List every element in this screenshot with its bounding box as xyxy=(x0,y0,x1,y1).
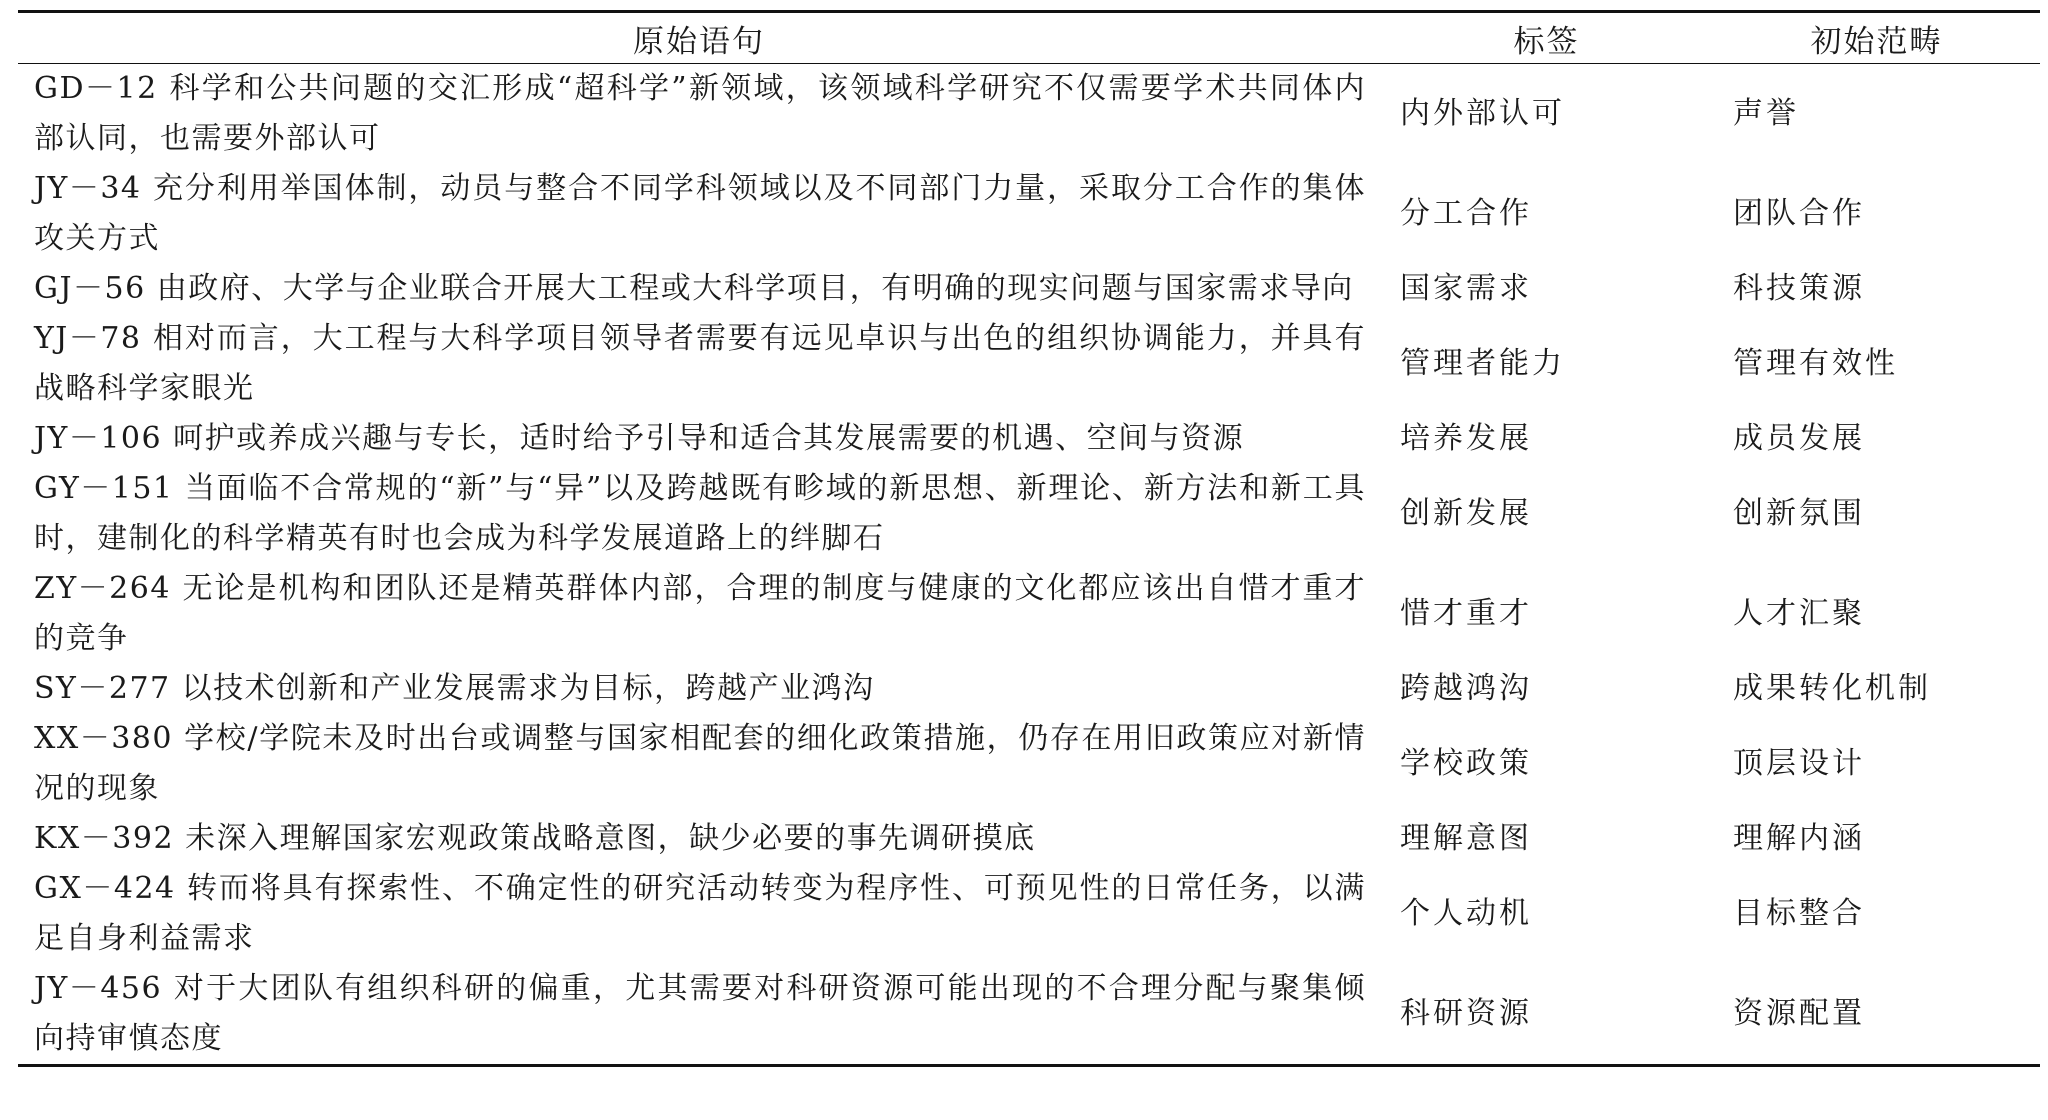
table-row xyxy=(18,414,2040,464)
header-initial-category: 初始范畴 xyxy=(1810,23,1943,60)
label-cell: 培养发展 xyxy=(1400,421,1532,456)
original-sentence-cell: JY－456 对于大团队有组织科研的偏重，尤其需要对科研资源可能出现的不合理分配与聚集倾向持审慎态度 xyxy=(34,971,1366,1056)
table-row xyxy=(18,864,2040,964)
category-cell: 科技策源 xyxy=(1733,271,1865,306)
table-row xyxy=(18,714,2040,814)
table-row xyxy=(18,164,2040,264)
label-cell: 内外部认可 xyxy=(1400,96,1565,131)
label-cell: 跨越鸿沟 xyxy=(1400,671,1532,706)
category-cell: 成员发展 xyxy=(1733,421,1865,456)
original-sentence-cell: GX－424 转而将具有探索性、不确定性的研究活动转变为程序性、可预见性的日常任务，以满足自身利益需求 xyxy=(34,871,1366,956)
table-row xyxy=(18,264,2040,314)
category-cell: 管理有效性 xyxy=(1733,346,1898,381)
original-sentence-cell: JY－34 充分利用举国体制，动员与整合不同学科领域以及不同部门力量，采取分工合作的集体攻关方式 xyxy=(34,171,1366,256)
table-row xyxy=(18,964,2040,1066)
original-sentence-cell: SY－277 以技术创新和产业发展需求为目标，跨越产业鸿沟 xyxy=(34,671,875,706)
category-cell: 创新氛围 xyxy=(1733,496,1865,531)
table-row xyxy=(18,564,2040,664)
label-cell: 管理者能力 xyxy=(1400,346,1565,381)
header-label: 标签 xyxy=(1513,23,1580,60)
original-sentence-cell: XX－380 学校/学院未及时出台或调整与国家相配套的细化政策措施，仍存在用旧政策应对新情况的现象 xyxy=(34,721,1366,806)
table-row xyxy=(18,464,2040,564)
original-sentence-cell: KX－392 未深入理解国家宏观政策战略意图，缺少必要的事先调研摸底 xyxy=(34,821,1036,856)
label-cell: 国家需求 xyxy=(1400,271,1532,306)
label-cell: 惜才重才 xyxy=(1400,596,1532,631)
table-header xyxy=(18,12,2040,64)
coding-table-container xyxy=(18,10,2040,1067)
label-cell: 创新发展 xyxy=(1400,496,1532,531)
header-original-sentence: 原始语句 xyxy=(633,23,765,60)
table-row xyxy=(18,814,2040,864)
category-cell: 声誉 xyxy=(1733,96,1799,131)
label-cell: 学校政策 xyxy=(1400,746,1532,781)
label-cell: 个人动机 xyxy=(1400,896,1532,931)
original-sentence-cell: GD－12 科学和公共问题的交汇形成“超科学”新领域，该领域科学研究不仅需要学术共同体内部认同，也需要外部认可 xyxy=(34,71,1366,156)
original-sentence-cell: JY－106 呵护或养成兴趣与专长，适时给予引导和适合其发展需要的机遇、空间与资源 xyxy=(34,421,1245,456)
label-cell: 理解意图 xyxy=(1400,821,1532,856)
header-row xyxy=(18,12,2040,64)
label-cell: 科研资源 xyxy=(1400,996,1532,1031)
category-cell: 目标整合 xyxy=(1733,896,1865,931)
table-row xyxy=(18,314,2040,414)
category-cell: 顶层设计 xyxy=(1733,746,1865,781)
category-cell: 成果转化机制 xyxy=(1733,671,1931,706)
original-sentence-cell: YJ－78 相对而言，大工程与大科学项目领导者需要有远见卓识与出色的组织协调能力，并具有战略科学家眼光 xyxy=(34,321,1366,406)
category-cell: 人才汇聚 xyxy=(1733,596,1865,631)
label-cell: 分工合作 xyxy=(1400,196,1532,231)
table-row xyxy=(18,64,2040,165)
category-cell: 理解内涵 xyxy=(1733,821,1865,856)
table-row xyxy=(18,664,2040,714)
category-cell: 团队合作 xyxy=(1733,196,1865,231)
category-cell: 资源配置 xyxy=(1733,996,1865,1031)
original-sentence-cell: GJ－56 由政府、大学与企业联合开展大工程或大科学项目，有明确的现实问题与国家需求导向 xyxy=(34,271,1354,306)
original-sentence-cell: ZY－264 无论是机构和团队还是精英群体内部，合理的制度与健康的文化都应该出自惜才重才的竞争 xyxy=(34,571,1366,656)
coding-table xyxy=(18,10,2040,1067)
table-body xyxy=(18,64,2040,1066)
original-sentence-cell: GY－151 当面临不合常规的“新”与“异”以及跨越既有畛域的新思想、新理论、新方法和新工具时，建制化的科学精英有时也会成为科学发展道路上的绊脚石 xyxy=(34,471,1366,556)
